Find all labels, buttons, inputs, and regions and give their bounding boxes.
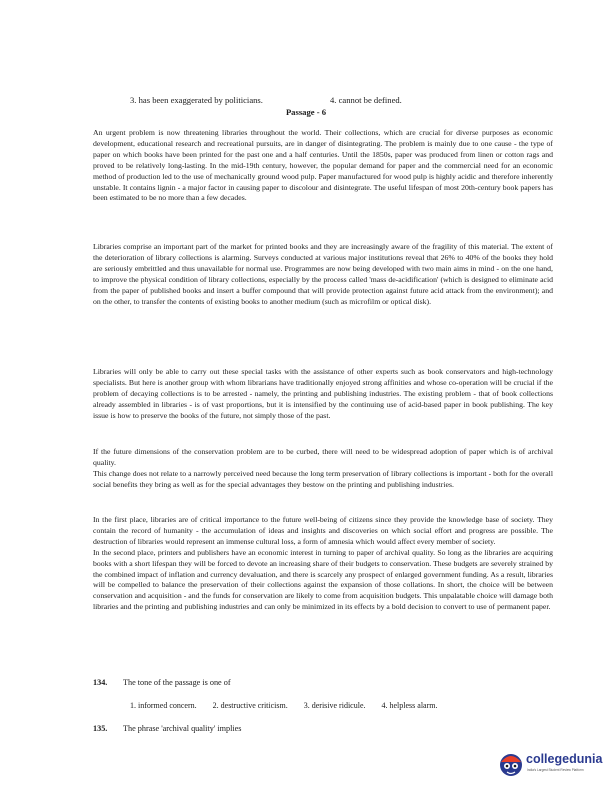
- option-3: 3. has been exaggerated by politicians.: [130, 95, 263, 105]
- passage-title: Passage - 6: [285, 107, 327, 117]
- mascot-icon: [498, 750, 524, 778]
- collegedunia-logo: [494, 748, 604, 780]
- paragraph-text: In the second place, printers and publishers have an economic interest in turning to paper of archival quality. So long as the libraries are acquiring books with a short lifespan they will be forced to devote an increasing share of their budgets to conservation. These budgets are severely strained by the combined impact of inflation and currency devaluation, and there is scarcely any prospect of enlarged government funding. As a result, libraries will be compelled to balance the preservation of their collections against the expansion of those collations. In short, the choice will be between conservation and acquisition - and the funds for conservation are likely to come from acquisition budgets. This unpalatable choice will damage both libraries and the printing and publishing industries and can only be minimized in its effects by a bold decision to convert to use of permanent paper.: [93, 547, 553, 612]
- question-134: [93, 678, 231, 687]
- paragraph-4: [93, 447, 553, 491]
- paragraph-text: This change does not relate to a narrowly perceived need because the long term preservation of library collections is important - both for the overall social benefits they bring as well as for the special advantages they bestow on the printing and publishing industries.: [93, 468, 553, 489]
- paragraph-text: An urgent problem is now threatening libraries throughout the world. Their collections, which are crucial for diverse purposes as economic development, educational research and recreational pursuits, are in danger of disintegrating. The problem is mainly due to one cause - the type of paper on which books have been printed for the past one and a half centuries. Until the 1850s, paper was produced from linen or cotton rags and proved to be relatively long-lasting. In the mid-19th century, however, the popular demand for paper and the commercial need for an economic method of production led to the use of mechanically ground wood pulp. Paper manufactured for wood pulp is highly acidic and therefore inherently unstable. It contains lignin - a major factor in causing paper to discolour and disintegrate. The useful lifespan of most 20th-century book papers has been estimated to be no more than a few decades.: [93, 128, 553, 203]
- logo-name: collegedunia: [526, 752, 603, 766]
- question-135: [93, 724, 241, 733]
- question-text: The tone of the passage is one of: [123, 678, 231, 687]
- option-4: 4. helpless alarm.: [381, 701, 438, 710]
- logo-tagline: India's Largest Student Review Platform: [527, 768, 584, 772]
- paragraph-text: Libraries will only be able to carry out these special tasks with the assistance of other experts such as book conservators and high-technology specialists. But here is another group with whom librarians have traditionally enjoyed strong affinities and whose co-operation will be crucial if the problem of decaying collections is to be arrested - namely, the printing and publishing industries. The existing problem - that of book collections already assembled in libraries - is of vast proportions, but it is intensified by the continuing use of acid-based paper in book publishing. The key issue is how to preserve the books of the future, not simply those of the past.: [93, 367, 553, 420]
- question-134-options: [130, 701, 451, 710]
- paragraph-5: [93, 515, 553, 613]
- paragraph-text: In the first place, libraries are of critical importance to the future well-being of citizens since they provide the knowledge base of society. They contain the record of humanity - the accumulation of ideas and insights and discoveries on which social effort and progress are possible. The destruction of libraries would represent an immense cultural loss, a form of amnesia which would affect every member of society.: [93, 515, 553, 546]
- paragraph-1: [93, 128, 553, 204]
- option-2: 2. destructive criticism.: [212, 701, 288, 710]
- paragraph-2: [93, 242, 553, 307]
- question-number: 135.: [93, 724, 108, 733]
- previous-question-options: [130, 95, 570, 105]
- paragraph-3: [93, 367, 553, 422]
- paragraph-text: If the future dimensions of the conservation problem are to be curbed, there will need to be widespread adoption of paper which is of archival quality.: [93, 447, 553, 467]
- option-1: 1. informed concern.: [130, 701, 197, 710]
- question-text: The phrase 'archival quality' implies: [123, 724, 242, 733]
- option-4: 4. cannot be defined.: [330, 95, 402, 105]
- option-3: 3. derisive ridicule.: [303, 701, 366, 710]
- paragraph-text: Libraries comprise an important part of the market for printed books and they are increasingly aware of the fragility of this material. The extent of the deterioration of library collections is alarming. Surveys conducted at various major institutions reveal that 26% to 40% of the books they hold are seriously embrittled and thus unavailable for normal use. Programmes are now being developed with two main aims in mind - on the one hand, to improve the physical condition of library collections, especially by the process called 'mass de-acidification' (which is designed to eliminate acid from the paper of published books and insert a buffer compound that will provide protection against future acid attack from the environment); and on the other, to transfer the contents of existing books to another medium (such as microfilm or optical disk).: [93, 242, 553, 306]
- question-number: 134.: [93, 678, 108, 687]
